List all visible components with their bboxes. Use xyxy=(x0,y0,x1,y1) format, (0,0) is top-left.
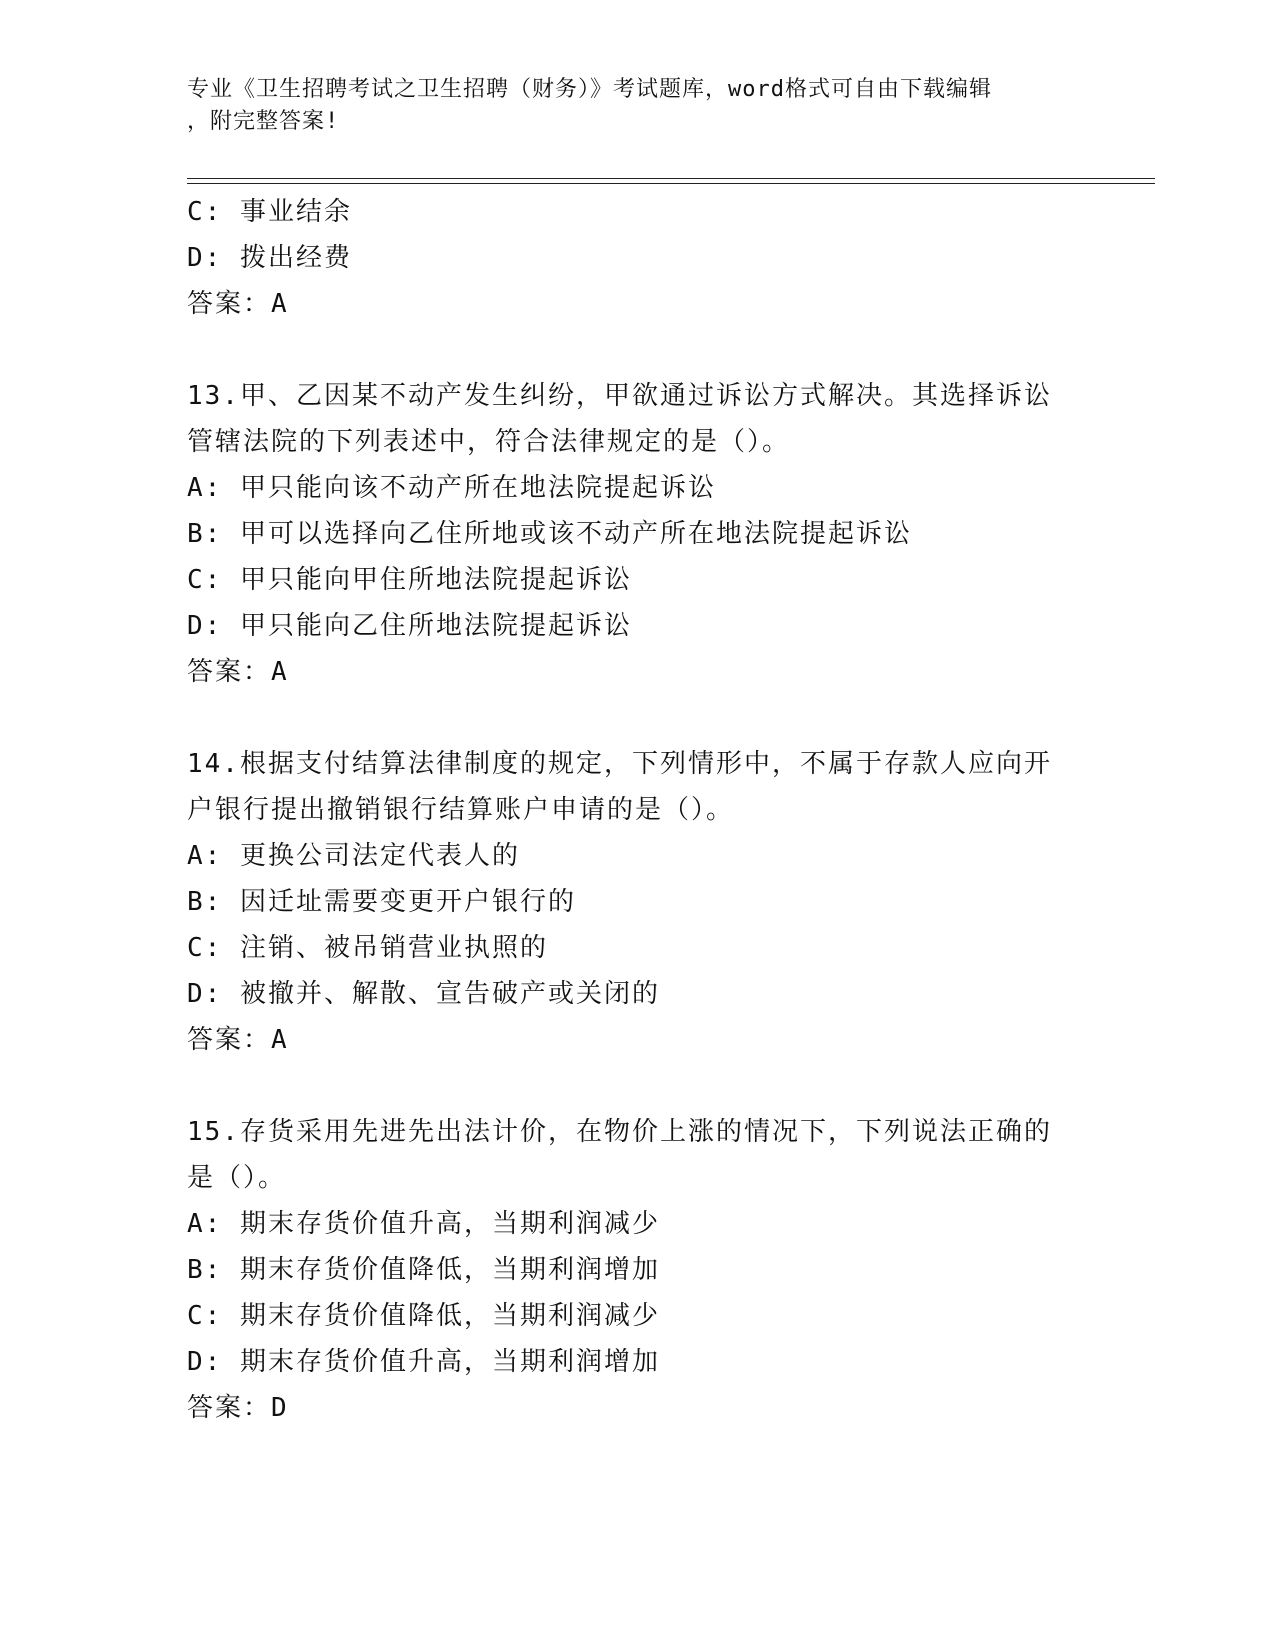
answer-label: 答案：A xyxy=(187,289,289,319)
answer-label: 答案：A xyxy=(187,1025,289,1055)
header-title-line-1: 专业《卫生招聘考试之卫生招聘（财务）》考试题库，word格式可自由下载编辑 xyxy=(187,77,992,102)
question-12-tail xyxy=(187,189,1087,327)
spacer xyxy=(187,1063,1087,1109)
question-stem: 户银行提出撤销银行结算账户申请的是（）。 xyxy=(187,795,735,825)
option-a: A: 甲只能向该不动产所在地法院提起诉讼 xyxy=(187,473,716,503)
question-stem: 管辖法院的下列表述中，符合法律规定的是（）。 xyxy=(187,427,791,457)
option-b: B: 期末存货价值降低，当期利润增加 xyxy=(187,1255,660,1285)
option-d: D: 期末存货价值升高，当期利润增加 xyxy=(187,1347,660,1377)
page-header xyxy=(187,74,1067,138)
question-stem: 14.根据支付结算法律制度的规定，下列情形中，不属于存款人应向开 xyxy=(187,749,1052,779)
option-b: B: 甲可以选择向乙住所地或该不动产所在地法院提起诉讼 xyxy=(187,519,912,549)
question-stem: 13.甲、乙因某不动产发生纠纷，甲欲通过诉讼方式解决。其选择诉讼 xyxy=(187,381,1052,411)
option-c: C: 事业结余 xyxy=(187,197,352,227)
option-b: B: 因迁址需要变更开户银行的 xyxy=(187,887,576,917)
spacer xyxy=(187,327,1087,373)
header-title-line-2: ，附完整答案! xyxy=(187,109,340,134)
option-d: D: 甲只能向乙住所地法院提起诉讼 xyxy=(187,611,632,641)
spacer xyxy=(187,695,1087,741)
question-stem: 是（）。 xyxy=(187,1163,287,1193)
option-d: D: 被撤并、解散、宣告破产或关闭的 xyxy=(187,979,660,1009)
option-c: C: 注销、被吊销营业执照的 xyxy=(187,933,548,963)
header-divider-bottom xyxy=(187,183,1155,184)
answer-label: 答案：A xyxy=(187,657,289,687)
question-14 xyxy=(187,741,1087,1063)
option-d: D: 拨出经费 xyxy=(187,243,352,273)
option-c: C: 期末存货价值降低，当期利润减少 xyxy=(187,1301,660,1331)
question-13 xyxy=(187,373,1087,695)
question-list xyxy=(187,189,1087,1431)
question-15 xyxy=(187,1109,1087,1431)
option-a: A: 期末存货价值升高，当期利润减少 xyxy=(187,1209,660,1239)
option-c: C: 甲只能向甲住所地法院提起诉讼 xyxy=(187,565,632,595)
option-a: A: 更换公司法定代表人的 xyxy=(187,841,520,871)
question-stem: 15.存货采用先进先出法计价，在物价上涨的情况下，下列说法正确的 xyxy=(187,1117,1052,1147)
answer-label: 答案：D xyxy=(187,1393,289,1423)
header-divider-top xyxy=(187,178,1155,179)
